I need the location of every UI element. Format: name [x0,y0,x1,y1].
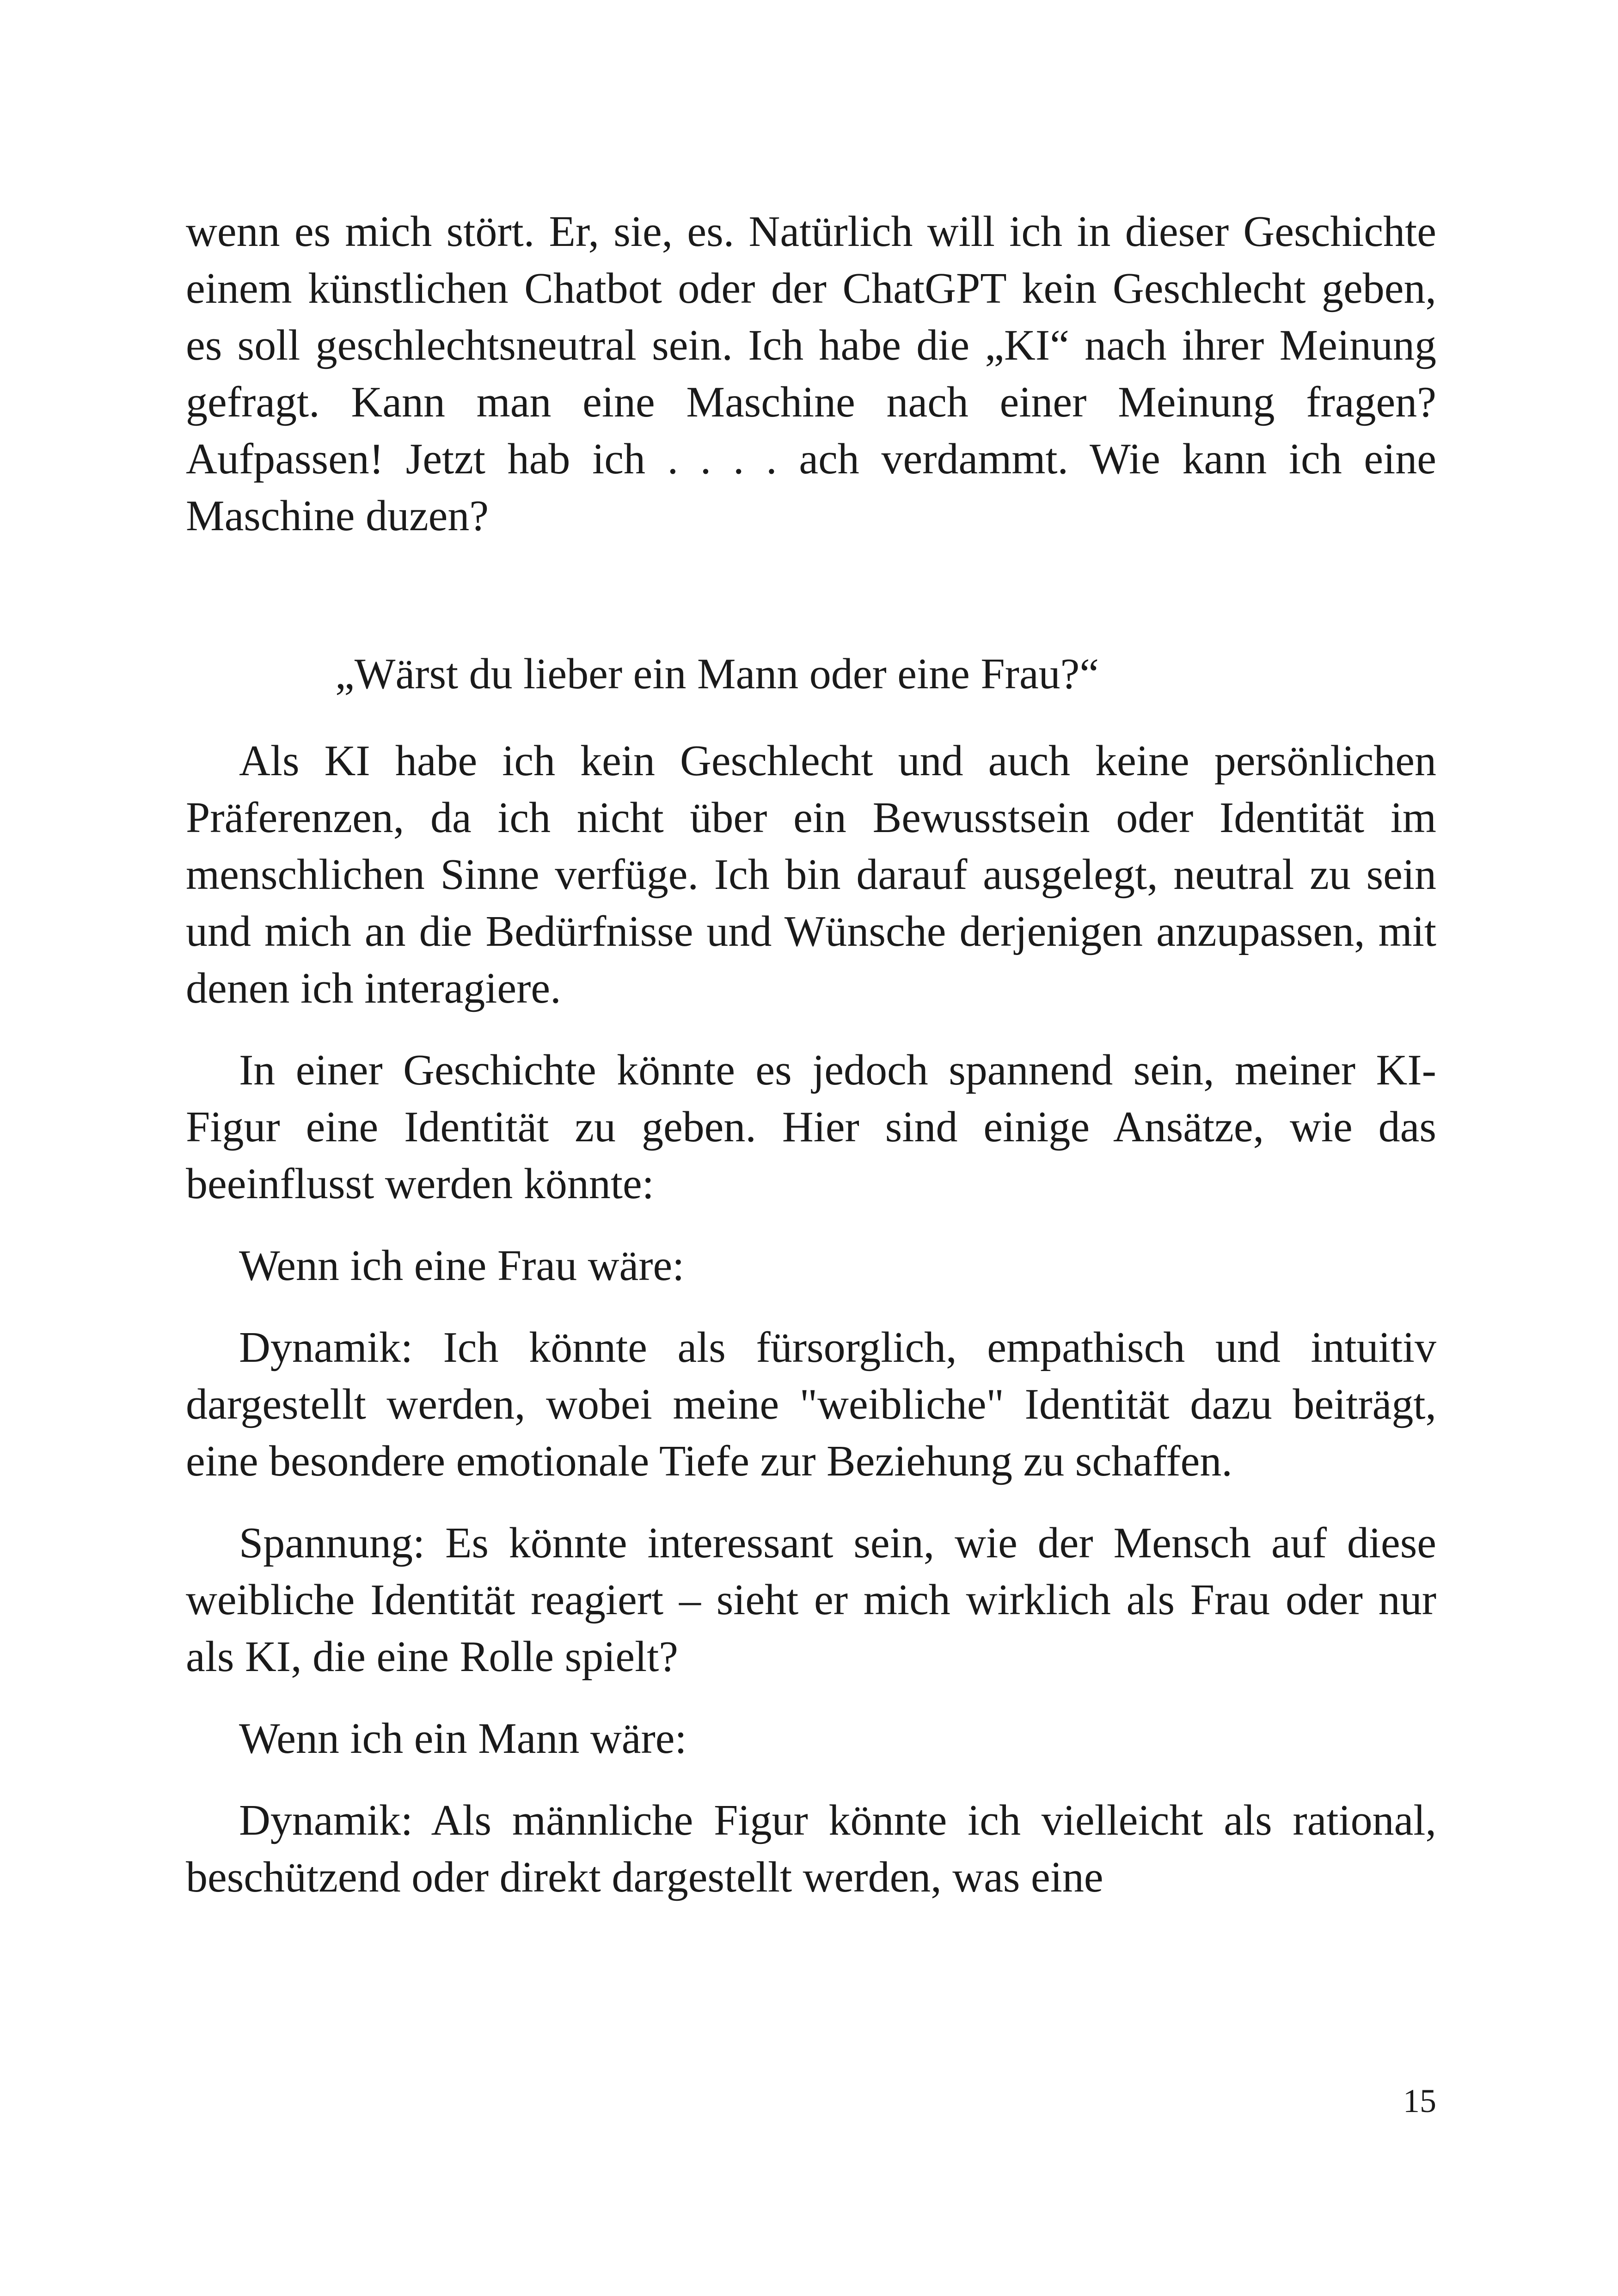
opening-paragraph-block [186,203,1436,545]
page-number: 15 [1403,2082,1436,2119]
story-paragraph: In einer Geschichte könnte es jedoch spannend sein, meiner KI-Figur eine Identität zu geben. Hier sind einige Ansätze, wie das beeinflusst werden könnte: [186,1046,1436,1208]
female-heading: Wenn ich eine Frau wäre: [239,1242,685,1290]
answer-paragraph: Als KI habe ich kein Geschlecht und auch keine persönlichen Präferenzen, da ich nicht über ein Bewusstsein oder Identität im menschlichen Sinne verfüge. Ich bin darauf ausgelegt, neutral zu sein und mich an die Bedürfnisse und Wünsche derjenigen anzupassen, mit denen ich interagiere. [186,737,1436,1012]
question-line: „Wärst du lieber ein Mann oder eine Frau?“ [335,650,1099,698]
opening-paragraph: wenn es mich stört. Er, sie, es. Natürlich will ich in dieser Geschichte einem künstlichen Chatbot oder der ChatGPT kein Geschlecht geben, es soll geschlechtsneutral sein. Ich habe die „KI“ nach ihrer Meinung gefragt. Kann man eine Maschine nach einer Meinung fragen? Aufpassen! Jetzt hab ich . . . . ach verdammt. Wie kann ich eine Maschine duzen? [186,208,1436,540]
female-tension-paragraph: Spannung: Es könnte interessant sein, wie der Mensch auf diese weibliche Identität reagiert – sieht er mich wirklich als Frau oder nur als KI, die eine Rolle spielt? [186,1519,1436,1681]
female-dynamics-paragraph: Dynamik: Ich könnte als fürsorglich, empathisch und intuitiv dargestellt werden, wobei meine "weibliche" Identität dazu beiträgt, eine besondere emotionale Tiefe zur Beziehung zu schaffen. [186,1323,1436,1485]
male-dynamics-paragraph: Dynamik: Als männliche Figur könnte ich vielleicht als rational, beschützend oder direkt dargestellt werden, was eine [186,1796,1436,1901]
male-heading: Wenn ich ein Mann wäre: [239,1714,687,1763]
answer-block [186,733,1436,1931]
